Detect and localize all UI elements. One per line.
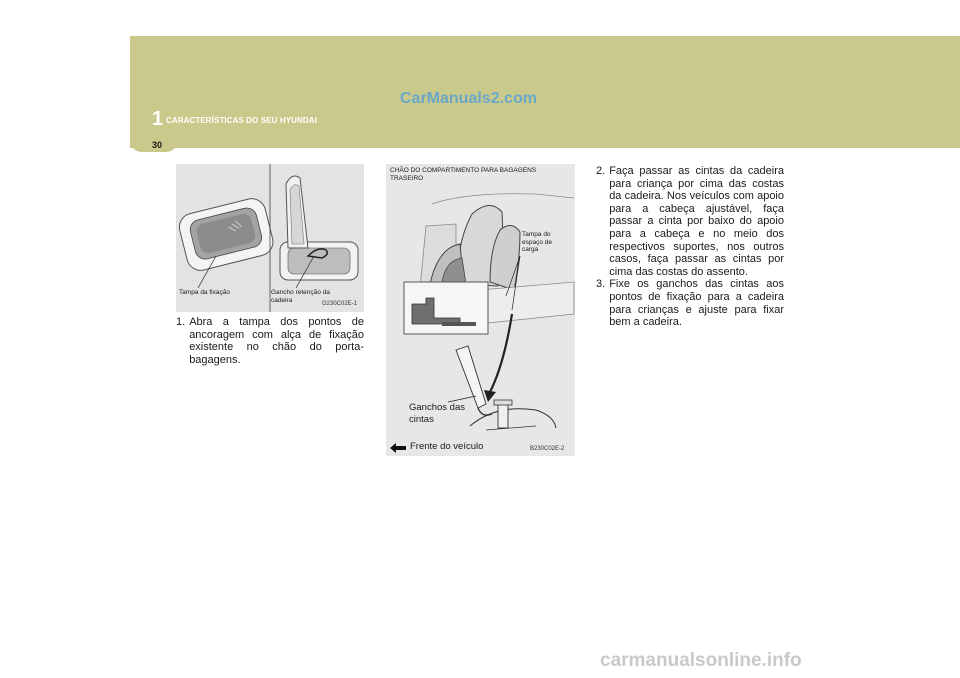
step-1-text: Abra a tampa dos pontos de ancoragem com alça de fixação existente no chão do porta-bagagens. bbox=[189, 316, 364, 366]
chapter-title: CARACTERÍSTICAS DO SEU HYUNDAI bbox=[166, 116, 318, 125]
step-1 bbox=[176, 316, 364, 366]
figure2-title: CHÃO DO COMPARTIMENTO PARA BAGAGENS TRASEIRO bbox=[390, 167, 537, 182]
step-3-text: Fixe os ganchos das cintas aos pontos de fixação para a cadeira para crianças e ajuste para fixar bem a cadeira. bbox=[609, 278, 784, 329]
step-3-number: 3. bbox=[596, 278, 606, 291]
figure-rear-floor bbox=[386, 164, 575, 456]
figure1-code: G230C02E-1 bbox=[322, 301, 358, 307]
label-cargo-cover: Tampa do espaço de carga bbox=[522, 231, 552, 253]
figure-anchor-cover bbox=[176, 164, 364, 312]
top-watermark-link[interactable]: CarManuals2.com bbox=[400, 90, 537, 107]
step-2-text: Faça passar as cintas da cadeira para criança por cima das costas da cadeira. Nos veículos com apoio para a cabeça ajustável, faça passar a cinta por baixo do apoio para a cabeça e no meio dos respectivos suportes, nos outros casos, faça passar as cintas por cima das costas do assento. bbox=[609, 165, 784, 278]
label-retention-hook: Gancho retenção da cadeira bbox=[271, 289, 330, 304]
step-2-number: 2. bbox=[596, 165, 606, 177]
step-1-number: 1. bbox=[176, 316, 186, 328]
label-vehicle-front: Frente do veículo bbox=[410, 441, 484, 452]
page-number: 30 bbox=[152, 140, 163, 150]
label-belt-hooks: Ganchos das cintas bbox=[409, 402, 465, 425]
steps-2-3 bbox=[596, 165, 784, 329]
label-anchor-cover: Tampa da fixação bbox=[179, 289, 230, 296]
header-band bbox=[130, 36, 960, 148]
chapter-number: 1 bbox=[152, 108, 164, 130]
bottom-watermark-link[interactable]: carmanualsonline.info bbox=[600, 650, 802, 671]
figure2-code: B230C02E-2 bbox=[530, 446, 565, 452]
